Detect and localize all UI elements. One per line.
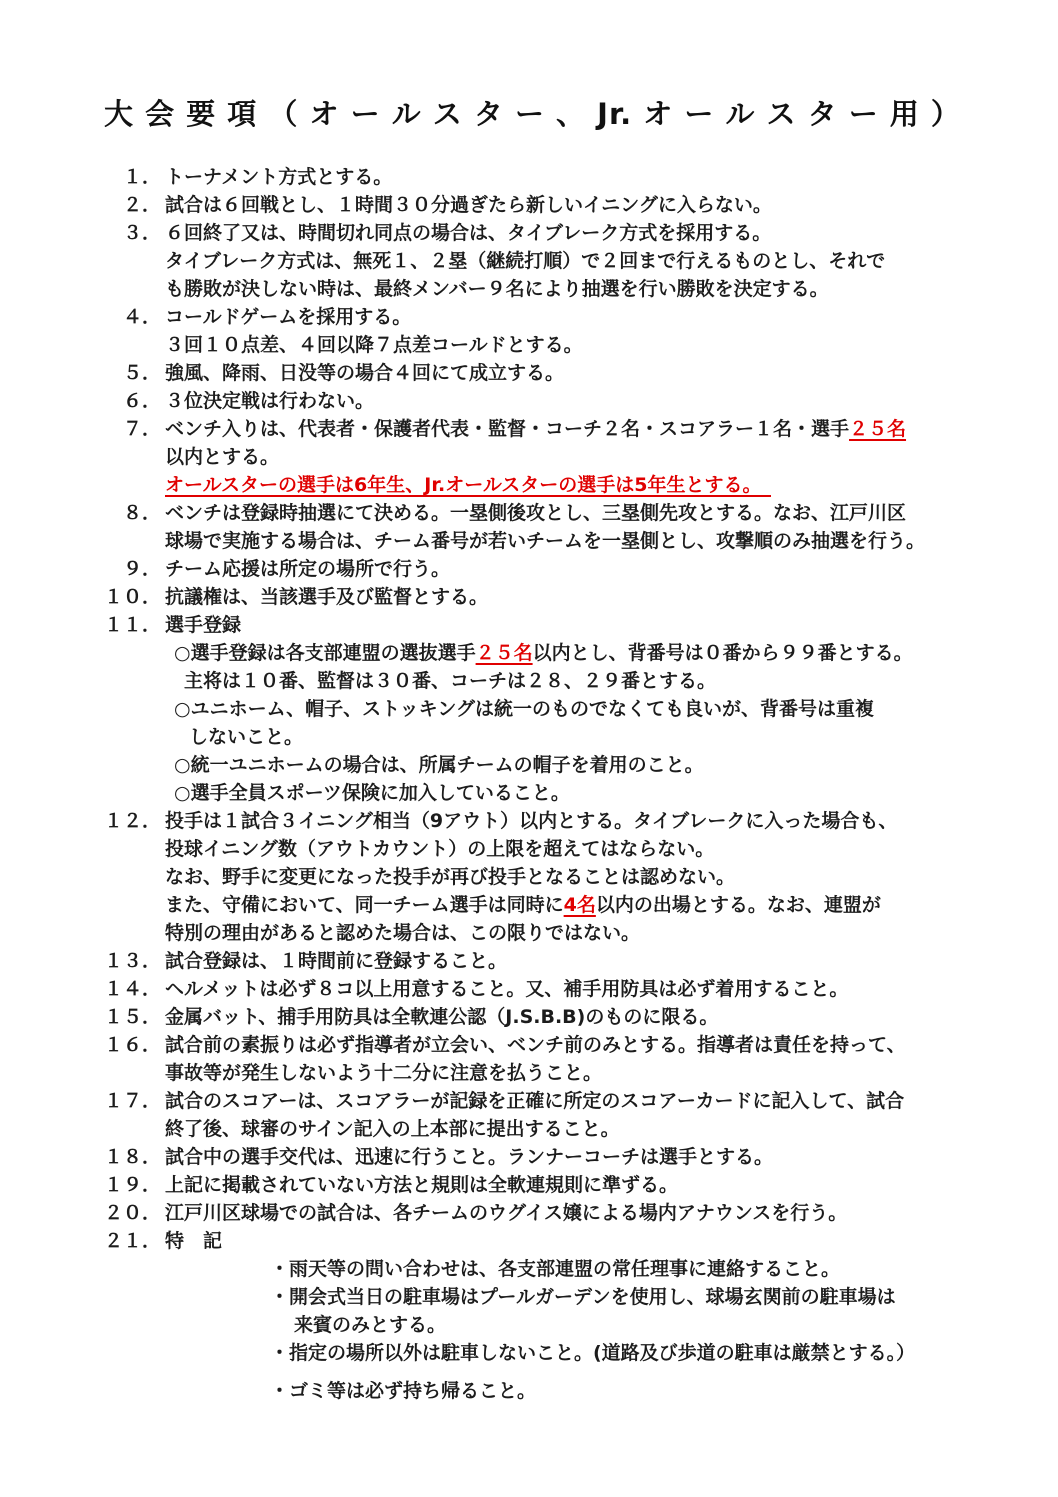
item-number: ４． — [104, 306, 162, 328]
rule-line — [104, 919, 1024, 947]
rule-line — [104, 527, 1024, 555]
item-number: ３． — [104, 222, 162, 244]
rule-text: 上記に掲載されていない方法と規則は全軟連規則に準ずる。 — [165, 1174, 679, 1196]
rule-text: ベンチ入りは、代表者・保護者代表・監督・コーチ２名・スコアラー１名・選手 — [165, 418, 850, 440]
rule-line — [104, 611, 1024, 639]
rule-line — [104, 219, 1024, 247]
item-number: １６． — [104, 1034, 162, 1056]
rule-text: チーム応援は所定の場所で行う。 — [165, 558, 451, 580]
rule-text: 強風、降雨、日没等の場合４回にて成立する。 — [165, 362, 565, 384]
rule-text: また、守備において、同一チーム選手は同時に — [165, 894, 564, 916]
rule-line — [104, 1143, 1024, 1171]
rule-line — [104, 639, 1024, 667]
page-title: 大 会 要 項 （ オ ー ル ス タ ー 、 Jr. オ ー ル ス タ ー 用 ） — [104, 97, 961, 131]
item-number: ７． — [104, 418, 162, 440]
rule-line — [104, 947, 1024, 975]
rule-line — [104, 863, 1024, 891]
rule-line — [104, 667, 1024, 695]
rule-text: ・雨天等の問い合わせは、各支部連盟の常任理事に連絡すること。 — [270, 1258, 841, 1280]
rule-line — [104, 583, 1024, 611]
rule-line — [104, 835, 1024, 863]
rule-line — [104, 471, 1024, 499]
rule-text: ・ゴミ等は必ず持ち帰ること。 — [270, 1380, 537, 1402]
rule-line — [104, 247, 1024, 275]
rule-text: 試合中の選手交代は、迅速に行うこと。ランナーコーチは選手とする。 — [165, 1146, 774, 1168]
rule-line — [104, 1199, 1024, 1227]
rule-text: 事故等が発生しないよう十二分に注意を払うこと。 — [165, 1062, 603, 1084]
rule-text: 試合登録は、１時間前に登録すること。 — [165, 950, 508, 972]
item-number: １０． — [104, 586, 162, 608]
item-number: ２． — [104, 194, 162, 216]
rule-line — [104, 695, 1024, 723]
rule-line — [104, 1087, 1024, 1115]
highlighted-text: オールスターの選手は6年生、Jr.オールスターの選手は5年生とする。 — [165, 474, 771, 496]
rule-text: 投手は１試合３イニング相当（9アウト）以内とする。タイブレークに入った場合も、 — [165, 810, 898, 832]
rule-line — [104, 1255, 1024, 1283]
rule-text: ベンチは登録時抽選にて決める。一塁側後攻とし、三塁側先攻とする。なお、江戸川区 — [165, 502, 907, 524]
rule-line — [104, 163, 1024, 191]
rule-text: 試合は６回戦とし、１時間３０分過ぎたら新しいイニングに入らない。 — [165, 194, 772, 216]
rule-text: 投球イニング数（アウトカウント）の上限を超えてはならない。 — [165, 838, 715, 860]
rule-text: ・指定の場所以外は駐車しないこと。(道路及び歩道の駐車は厳禁とする。） — [270, 1342, 916, 1364]
rule-text: 特別の理由があると認めた場合は、この限りではない。 — [165, 922, 641, 944]
rule-text: 金属バット、捕手用防具は全軟連公認（J.S.B.B)のものに限る。 — [165, 1006, 719, 1028]
rule-line — [104, 1377, 1024, 1405]
rule-line — [104, 1311, 1024, 1339]
item-number: ９． — [104, 558, 162, 580]
highlighted-text: 4名 — [563, 894, 596, 916]
rule-text: 以内とし、背番号は０番から９９番とする。 — [532, 642, 913, 664]
rule-line — [104, 779, 1024, 807]
rule-line — [104, 191, 1024, 219]
rule-text: 抗議権は、当該選手及び監督とする。 — [165, 586, 489, 608]
highlighted-text: ２５名 — [475, 642, 533, 664]
rule-text: 江戸川区球場での試合は、各チームのウグイス嬢による場内アナウンスを行う。 — [165, 1202, 848, 1224]
rule-text: 選手登録 — [165, 614, 242, 636]
rule-text: ○統一ユニホームの場合は、所属チームの帽子を着用のこと。 — [174, 754, 704, 776]
rule-text: なお、野手に変更になった投手が再び投手となることは認めない。 — [165, 866, 736, 888]
item-number: １． — [104, 166, 162, 188]
item-number: １５． — [104, 1006, 162, 1028]
item-number: １３． — [104, 950, 162, 972]
rule-line — [104, 1283, 1024, 1311]
rule-text: 以内の出場とする。なお、連盟が — [595, 894, 881, 916]
rule-text: ・開会式当日の駐車場はプールガーデンを使用し、球場玄関前の駐車場は — [270, 1286, 896, 1308]
rule-line — [104, 387, 1024, 415]
rule-text: 試合前の素振りは必ず指導者が立会い、ベンチ前のみとする。指導者は責任を持って、 — [165, 1034, 906, 1056]
highlighted-text: ２５名 — [849, 418, 907, 440]
rule-line — [104, 1031, 1024, 1059]
item-number: ５． — [104, 362, 162, 384]
item-number: ８． — [104, 502, 162, 524]
rule-line — [104, 499, 1024, 527]
item-number: ２０． — [104, 1202, 162, 1224]
rule-text: コールドゲームを採用する。 — [165, 306, 412, 328]
rule-line — [104, 555, 1024, 583]
rule-text: ○選手全員スポーツ保険に加入していること。 — [174, 782, 570, 804]
rule-line — [104, 443, 1024, 471]
rule-text: 来賓のみとする。 — [294, 1314, 447, 1336]
rule-text: 以内とする。 — [165, 446, 280, 468]
item-number: １７． — [104, 1090, 162, 1112]
rule-line — [104, 723, 1024, 751]
rule-text: 主将は１０番、監督は３０番、コーチは２８、２９番とする。 — [184, 670, 717, 692]
item-number: ２１． — [104, 1230, 162, 1252]
item-number: １２． — [104, 810, 162, 832]
rule-line — [104, 1339, 1024, 1367]
tournament-rules-document — [104, 92, 1024, 1405]
rule-text: しないこと。 — [189, 726, 304, 748]
item-number: １８． — [104, 1146, 162, 1168]
rule-text: ヘルメットは必ず８コ以上用意すること。又、補手用防具は必ず着用すること。 — [165, 978, 849, 1000]
rule-text: ３位決定戦は行わない。 — [165, 390, 375, 412]
rule-line — [104, 331, 1024, 359]
rule-line — [104, 1171, 1024, 1199]
rule-line — [104, 1227, 1024, 1255]
rule-line — [104, 1059, 1024, 1087]
rule-text: タイブレーク方式は、無死１、２塁（継続打順）で２回まで行えるものとし、それで — [165, 250, 886, 272]
item-number: ６． — [104, 390, 162, 412]
rule-text: ○選手登録は各支部連盟の選抜選手 — [174, 642, 476, 664]
rule-line — [104, 751, 1024, 779]
rule-text: 球場で実施する場合は、チーム番号が若いチームを一塁側とし、攻撃順のみ抽選を行う。 — [165, 530, 926, 552]
rule-line — [104, 891, 1024, 919]
rule-text: トーナメント方式とする。 — [165, 166, 393, 188]
rule-line — [104, 303, 1024, 331]
item-number: １９． — [104, 1174, 162, 1196]
rule-text: 特 記 — [165, 1230, 223, 1252]
rule-line — [104, 1115, 1024, 1143]
rules-list — [104, 163, 1024, 1405]
rule-line — [104, 415, 1024, 443]
item-number: １１． — [104, 614, 162, 636]
rule-line — [104, 975, 1024, 1003]
rule-line — [104, 275, 1024, 303]
rule-line — [104, 807, 1024, 835]
rule-text: ３回１０点差、４回以降７点差コールドとする。 — [165, 334, 583, 356]
rule-text: ○ユニホーム、帽子、ストッキングは統一のものでなくても良いが、背番号は重複 — [174, 698, 875, 720]
rule-line — [104, 1003, 1024, 1031]
rule-text: ６回終了又は、時間切れ同点の場合は、タイブレーク方式を採用する。 — [165, 222, 772, 244]
rule-line — [104, 359, 1024, 387]
rule-text: 終了後、球審のサイン記入の上本部に提出すること。 — [165, 1118, 620, 1140]
item-number: １４． — [104, 978, 162, 1000]
rule-text: も勝敗が決しない時は、最終メンバー９名により抽選を行い勝敗を決定する。 — [165, 278, 829, 300]
rule-text: 試合のスコアーは、スコアラーが記録を正確に所定のスコアーカードに記入して、試合 — [165, 1090, 905, 1112]
